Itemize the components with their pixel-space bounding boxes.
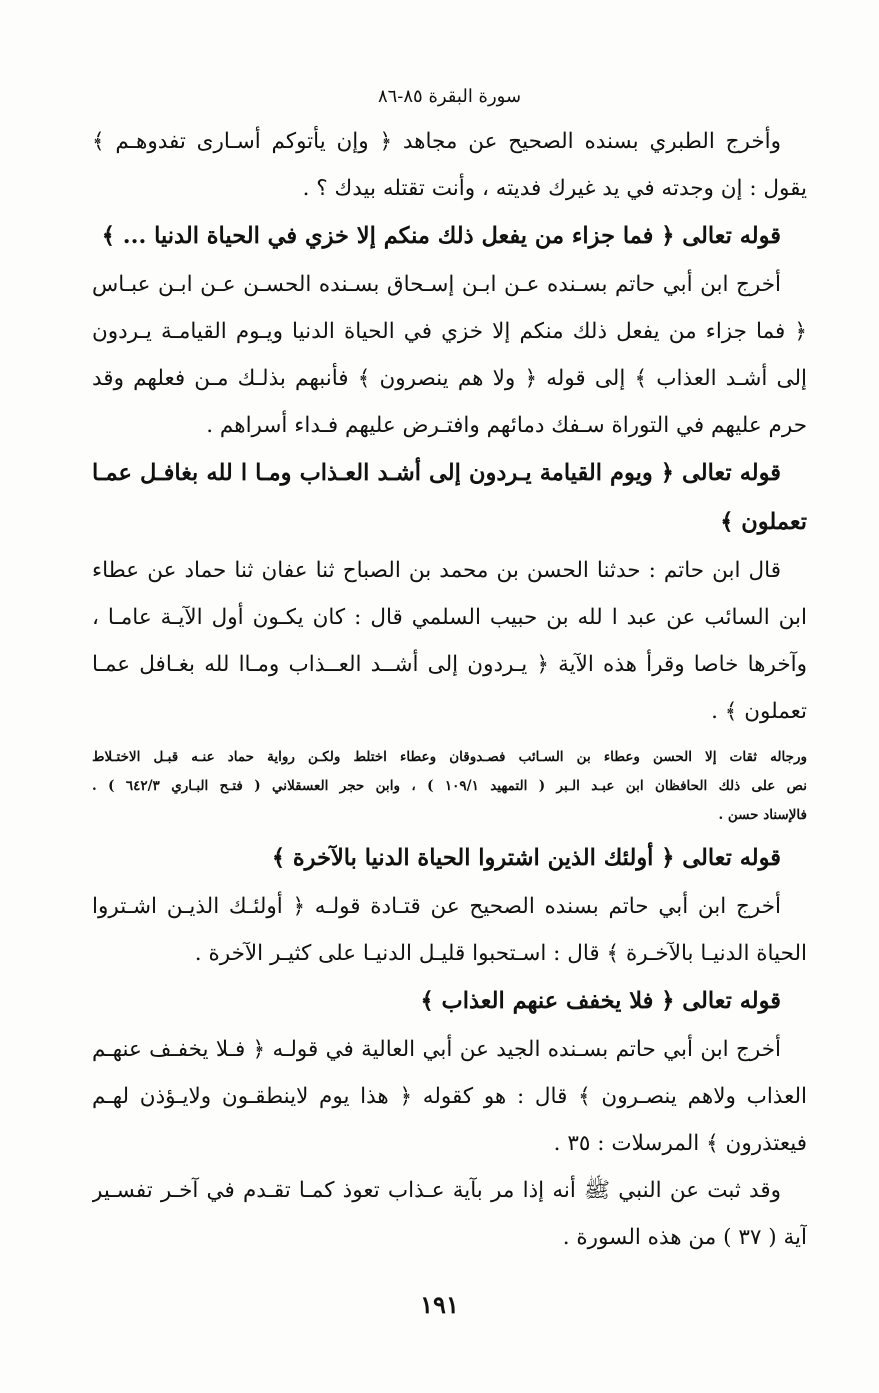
text-line: وأخرج الطبري بسنده الصحيح عن مجاهد ﴿ وإن يأتوكم أسـارى تفدوهـم ﴾ — [92, 129, 781, 154]
verse-heading: تعملون ﴾ — [720, 509, 807, 535]
text-line: أخرج ابن أبي حاتم بسنده الصحيح عن قتـادة قولـه ﴿ أولئـك الذيـن اشـتروا — [92, 894, 781, 919]
text-line: وآخرها خاصا وقرأ هذه الآية ﴿ يـردون إلى أشــد العــذاب ومـاا لله بغـافل عمـا — [92, 652, 807, 677]
footnote-block — [92, 743, 807, 830]
text-line: تعملون ﴾ . — [711, 699, 807, 724]
text-line: حرم عليهم في التوراة سـفك دمائهم وافتـرض عليهم فـداء أسراهم . — [206, 413, 807, 438]
footnote-line: فالإسناد حسن . — [718, 807, 807, 823]
footnote-line: نص على ذلك الحافظان ابن عبـد الـبر ( التمهيد ١٠٩/١ ) ، وابن حجر العسقلاني ( فتـح البـاري ٦٤٢/٣ ) . — [92, 778, 807, 794]
page-body — [92, 118, 807, 1261]
text-line: قال ابن حاتم : حدثنا الحسن بن محمد بن الصباح ثنا عفان ثنا حماد عن عطاء — [92, 558, 781, 583]
text-line: ﴿ فما جزاء من يفعل ذلك منكم إلا خزي في الحياة الدنيا ويـوم القيامـة يـردون — [92, 319, 807, 344]
text-line: أخرج ابن أبي حاتم بسـنده الجيد عن أبي العالية في قولـه ﴿ فـلا يخفـف عنهـم — [92, 1037, 781, 1062]
verse-heading: قوله تعالى ﴿ ويوم القيامة يـردون إلى أشـد العـذاب ومـا ا لله بغافـل عمـا — [92, 460, 781, 486]
verse-heading: قوله تعالى ﴿ أولئك الذين اشتروا الحياة الدنيا بالآخرة ﴾ — [271, 845, 781, 871]
page-header: سورة البقرة ٨٥-٨٦ — [377, 86, 522, 107]
text-line: فيعتذرون ﴾ المرسلات : ٣٥ . — [553, 1131, 807, 1156]
text-line: وقد ثبت عن النبي ﷺ أنه إذا مر بآية عـذاب تعوذ كمـا تقـدم في آخـر تفسـير — [92, 1178, 781, 1203]
page-number: ١٩١ — [420, 1290, 459, 1319]
text-line: الحياة الدنيـا بالآخـرة ﴾ قال : اسـتحبوا قليـل الدنيـا على كثيـر الآخرة . — [194, 941, 807, 966]
text-line: آية ( ٣٧ ) من هذه السورة . — [562, 1225, 807, 1250]
text-line: أخرج ابن أبي حاتم بسـنده عـن ابـن إسـحاق بسـنده الحسـن عـن ابـن عبـاس — [92, 272, 781, 297]
text-line: العذاب ولاهم ينصـرون ﴾ قال : هو كقوله ﴿ هذا يوم لاينطقـون ولايـؤذن لهـم — [92, 1084, 807, 1109]
verse-heading: قوله تعالى ﴿ فما جزاء من يفعل ذلك منكم إلا خزي في الحياة الدنيا ... ﴾ — [101, 223, 781, 249]
footnote-line: ورجاله ثقات إلا الحسن وعطاء بن السـائب فصـدوقان وعطاء اختلط ولكـن رواية حماد عنـه قبـل الاختـلاط — [92, 749, 807, 765]
verse-heading: قوله تعالى ﴿ فلا يخفف عنهم العذاب ﴾ — [420, 988, 781, 1014]
text-line: ابن السائب عن عبد ا لله بن حبيب السلمي قال : كان يكـون أول الآيـة عامـا ، — [92, 605, 807, 630]
text-line: إلى أشـد العذاب ﴾ إلى قوله ﴿ ولا هم ينصرون ﴾ فأنبهم بذلـك مـن فعلهم وقد — [92, 366, 807, 391]
text-line: يقول : إن وجدته في يد غيرك فديته ، وأنت تقتله بيدك ؟ . — [302, 176, 807, 201]
